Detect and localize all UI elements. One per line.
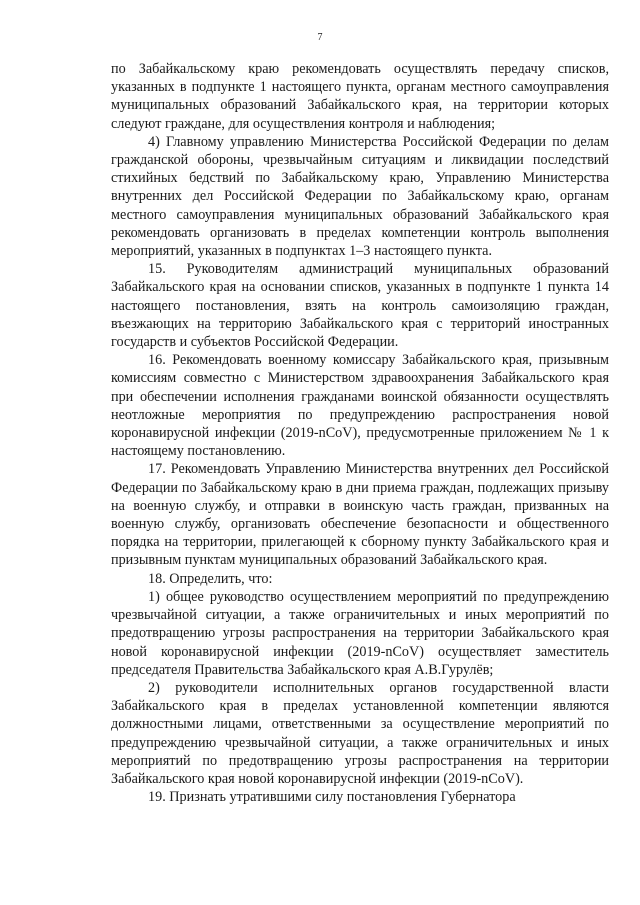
paragraph-15: 15. Руководителям администраций муниципальных образований Забайкальского края на основании списков, указанных в подпункте 1 пункта 14 настоящего постановления, взять на контроль самоизоляцию граждан, въезжающих на территорию Забайкальского края с территорий иностранных государств и субъектов Российской Федерации.: [111, 261, 609, 351]
paragraph-16: 16. Рекомендовать военному комиссару Забайкальского края, призывным комиссиям совместно с Министерством здравоохранения Забайкальского края при обеспечении исполнения гражданами воинской обязанности осуществлять неотложные мероприятия по предупреждению распространения новой коронавирусной инфекции (2019-nCoV), предусмотренные приложением № 1 к настоящему постановлению.: [111, 352, 609, 460]
paragraph-14-3-continuation: по Забайкальскому краю рекомендовать осуществлять передачу списков, указанных в подпункте 1 настоящего пункта, органам местного самоуправления муниципальных образований Забайкальского края, на территории которых следуют граждане, для осуществления контроля и наблюдения;: [111, 61, 609, 132]
paragraph-14-4: 4) Главному управлению Министерства Российской Федерации по делам гражданской обороны, чрезвычайным ситуациям и ликвидации последствий стихийных бедствий по Забайкальскому краю, Управлению Министерства внутренних дел Российской Федерации по Забайкальскому краю, органам местного самоуправления муниципальных образований Забайкальского края рекомендовать организовать в пределах компетенции контроль выполнения мероприятий, указанных в подпунктах 1–3 настоящего пункта.: [111, 133, 609, 260]
paragraph-18: 18. Определить, что:: [148, 570, 273, 587]
paragraph-19: 19. Признать утратившими силу постановления Губернатора: [148, 789, 516, 806]
paragraph-18-1: 1) общее руководство осуществлением мероприятий по предупреждению чрезвычайной ситуации, а также ограничительных и иных мероприятий по предотвращению угрозы распространения на территории Забайкальского края новой коронавирусной инфекции (2019-nCoV) осуществляет заместитель председателя Правительства Забайкальского края А.В.Гурулёв;: [111, 588, 609, 678]
document-body: [111, 60, 609, 806]
paragraph-18-2: 2) руководители исполнительных органов государственной власти Забайкальского края в пределах установленной компетенции являются должностными лицами, ответственными за осуществление мероприятий по предупреждению чрезвычайной ситуации, а также ограничительных и иных мероприятий по предотвращению угрозы распространения на территории Забайкальского края новой коронавирусной инфекции (2019-nCoV).: [111, 679, 609, 787]
paragraph-17: 17. Рекомендовать Управлению Министерства внутренних дел Российской Федерации по Забайкальскому краю в дни приема граждан, подлежащих призыву на военную службу, и отправки в воинскую часть граждан, призванных на военную службу, организовать обеспечение безопасности и общественного порядка на территории, прилегающей к сборному пункту Забайкальского края и призывным пунктам муниципальных образований Забайкальского края.: [111, 461, 609, 569]
page-number: 7: [317, 32, 323, 43]
